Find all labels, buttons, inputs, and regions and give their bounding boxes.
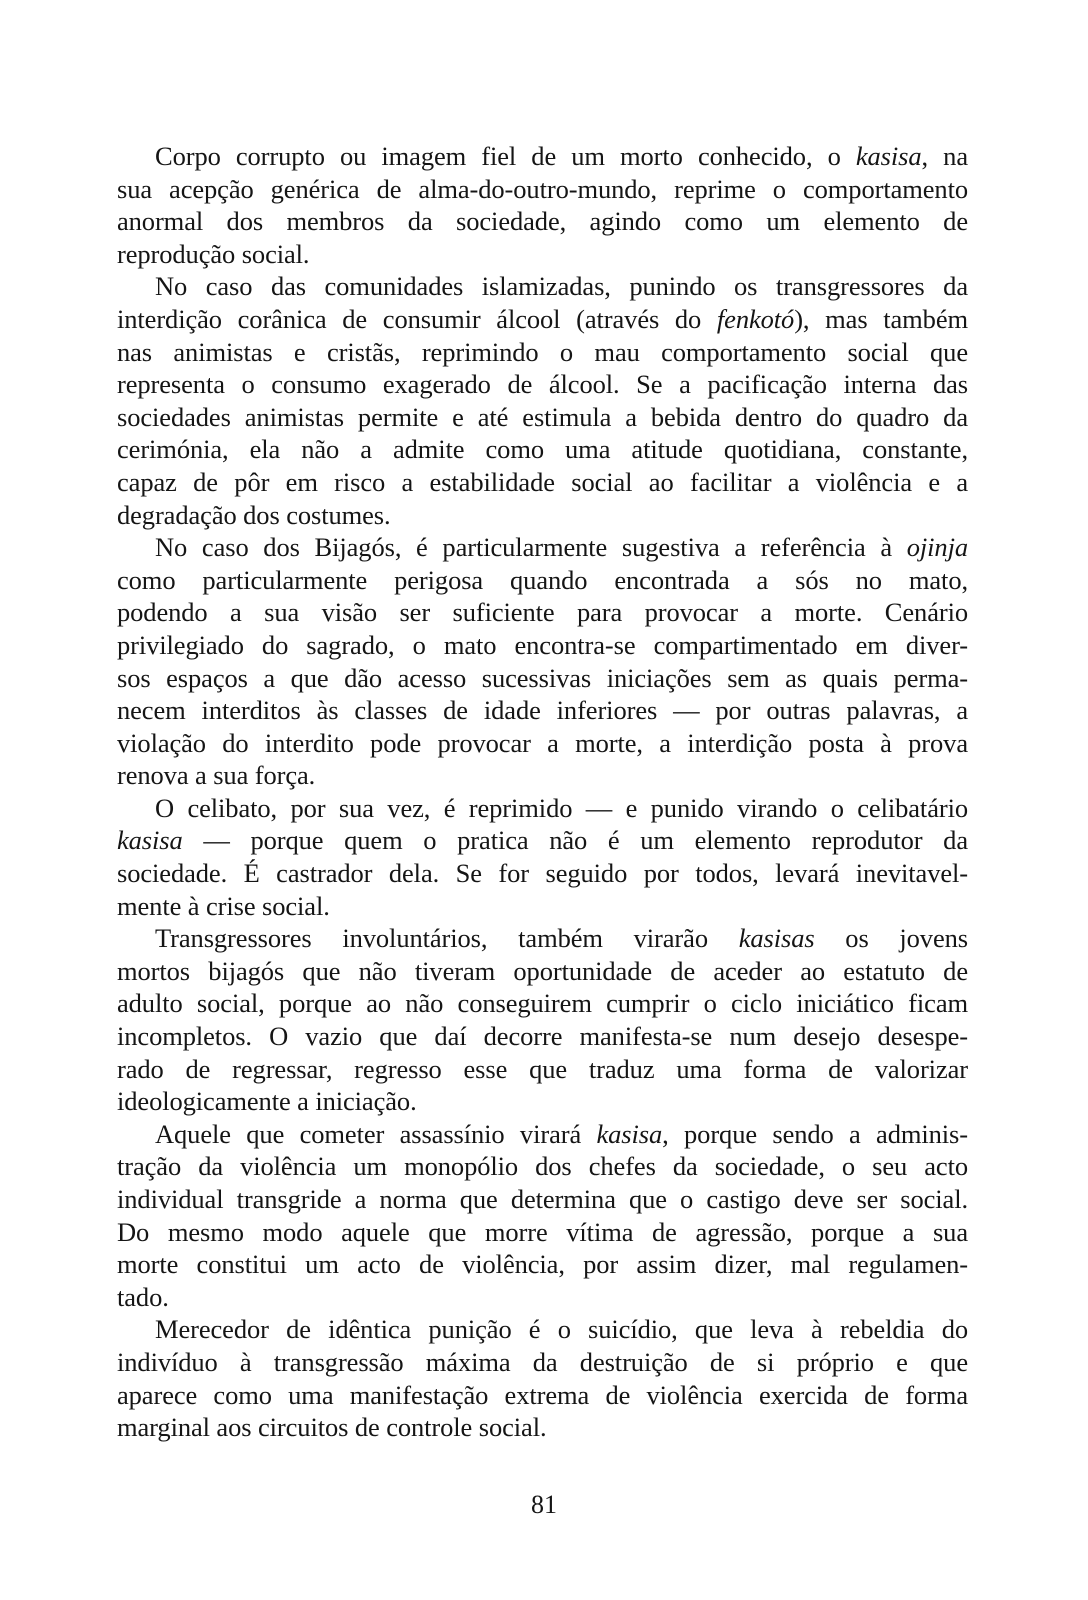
text-run: individual transgride a norma que determina que o castigo deve ser social. (117, 1184, 968, 1214)
text-run: sociedades animistas permite e até estimula a bebida dentro do quadro da (117, 401, 968, 432)
text-run: como particularmente perigosa quando encontrada a sós no mato, (117, 564, 968, 595)
text-line (117, 1281, 968, 1314)
text-run: necem interditos às classes de idade inferiores — por outras palavras, a (117, 695, 968, 726)
text-run: , na (921, 141, 968, 171)
text-line (117, 303, 968, 336)
text-run: No caso das comunidades islamizadas, punindo os transgressores da (155, 271, 968, 302)
text-line (117, 792, 968, 825)
text-run: interdição corânica de consumir álcool (através do (117, 303, 717, 334)
text-line (117, 1216, 968, 1249)
italic-term: ojinja (906, 532, 968, 563)
text-run: renova a sua força. (117, 760, 316, 791)
text-run: podendo a sua visão ser suficiente para provocar a morte. Cenário (117, 597, 968, 628)
text-line (117, 1053, 968, 1086)
text-run: mente à crise social. (117, 890, 330, 921)
text-run: capaz de pôr em risco a estabilidade social ao facilitar a violência e a (117, 466, 968, 497)
text-run: sos espaços a que dão acesso sucessivas iniciações sem as quais perma- (117, 662, 968, 693)
text-line (117, 629, 968, 662)
text-run: mortos bijagós que não tiveram oportunidade de aceder ao estatuto de (117, 955, 968, 986)
italic-term: fenkotó (716, 303, 795, 334)
text-run: Corpo corrupto ou imagem fiel de um morto conhecido, o (155, 141, 856, 171)
text-run: tração da violência um monopólio dos chefes da sociedade, o seu acto (117, 1151, 968, 1182)
text-line (117, 1379, 968, 1412)
text-line (117, 140, 968, 173)
text-line (117, 759, 968, 792)
paragraph (117, 270, 968, 531)
text-line (117, 238, 968, 271)
text-line (117, 1411, 968, 1444)
text-line (117, 173, 968, 206)
text-line (117, 1183, 968, 1216)
text-run: anormal dos membros da sociedade, agindo como um elemento de (117, 206, 968, 237)
paragraph (117, 1313, 968, 1443)
text-line (117, 824, 968, 857)
text-run: cerimónia, ela não a admite como uma atitude quotidiana, constante, (117, 434, 968, 465)
text-run: indivíduo à transgressão máxima da destruição de si próprio e que (117, 1346, 968, 1377)
text-line (117, 466, 968, 499)
text-line (117, 1118, 968, 1151)
text-line (117, 205, 968, 238)
text-line (117, 987, 968, 1020)
text-run: Merecedor de idêntica punição é o suicídio, que leva à rebeldia do (155, 1314, 968, 1345)
text-line (117, 890, 968, 923)
text-run: privilegiado do sagrado, o mato encontra-se compartimentado em diver- (117, 629, 968, 660)
text-run: reprodução social. (117, 238, 310, 269)
italic-term: kasisas (738, 923, 815, 954)
text-run: adulto social, porque ao não conseguirem cumprir o ciclo iniciático ficam (117, 988, 968, 1019)
text-line (117, 531, 968, 564)
text-line (117, 857, 968, 890)
text-run: , porque sendo a adminis- (662, 1118, 968, 1149)
text-line (117, 1085, 968, 1118)
italic-term: kasisa (117, 825, 183, 856)
text-run: marginal aos circuitos de controle social. (117, 1412, 547, 1443)
text-line (117, 596, 968, 629)
text-line (117, 368, 968, 401)
text-line (117, 499, 968, 532)
text-run: representa o consumo exagerado de álcool. Se a pacificação interna das (117, 369, 968, 400)
text-run: tado. (117, 1281, 169, 1312)
paragraph (117, 140, 968, 270)
text-run: nas animistas e cristãs, reprimindo o mau comportamento social que (117, 336, 968, 367)
paragraph (117, 922, 968, 1118)
text-line (117, 401, 968, 434)
text-run: — porque quem o pratica não é um elemento reprodutor da (182, 825, 968, 856)
text-line (117, 694, 968, 727)
italic-term: kasisa (855, 141, 922, 171)
text-line (117, 336, 968, 369)
text-line (117, 1150, 968, 1183)
text-run: aparece como uma manifestação extrema de violência exercida de forma (117, 1379, 968, 1410)
paragraph (117, 792, 968, 922)
text-line (117, 955, 968, 988)
text-run: Transgressores involuntários, também virarão (155, 923, 739, 954)
text-run: ), mas também (794, 303, 968, 334)
text-run: violação do interdito pode provocar a morte, a interdição posta à prova (117, 727, 968, 758)
text-run: sua acepção genérica de alma-do-outro-mundo, reprime o comportamento (117, 173, 968, 204)
text-line (117, 1020, 968, 1053)
text-line (117, 922, 968, 955)
text-line (117, 727, 968, 760)
text-run: Aquele que cometer assassínio virará (155, 1118, 597, 1149)
text-line (117, 1248, 968, 1281)
text-line (117, 1346, 968, 1379)
text-run: Do mesmo modo aquele que morre vítima de agressão, porque a sua (117, 1216, 968, 1247)
text-run: incompletos. O vazio que daí decorre manifesta-se num desejo desespe- (117, 1021, 968, 1052)
text-run: No caso dos Bijagós, é particularmente sugestiva a referência à (155, 532, 907, 563)
paragraph (117, 1118, 968, 1314)
text-line (117, 662, 968, 695)
text-run: rado de regressar, regresso esse que traduz uma forma de valorizar (117, 1053, 968, 1084)
text-run: ideologicamente a iniciação. (117, 1086, 417, 1117)
text-run: os jovens (814, 923, 968, 954)
text-run: O celibato, por sua vez, é reprimido — e punido virando o celibatário (155, 792, 968, 823)
text-line (117, 433, 968, 466)
text-line (117, 564, 968, 597)
italic-term: kasisa (596, 1118, 663, 1149)
paragraph (117, 531, 968, 792)
body-text (117, 140, 968, 1444)
text-line (117, 270, 968, 303)
text-run: degradação dos costumes. (117, 499, 391, 530)
page-number: 81 (531, 1490, 557, 1519)
text-run: morte constitui um acto de violência, por assim dizer, mal regulamen- (117, 1249, 968, 1280)
text-run: sociedade. É castrador dela. Se for seguido por todos, levará inevitavel- (117, 858, 968, 889)
text-line (117, 1313, 968, 1346)
